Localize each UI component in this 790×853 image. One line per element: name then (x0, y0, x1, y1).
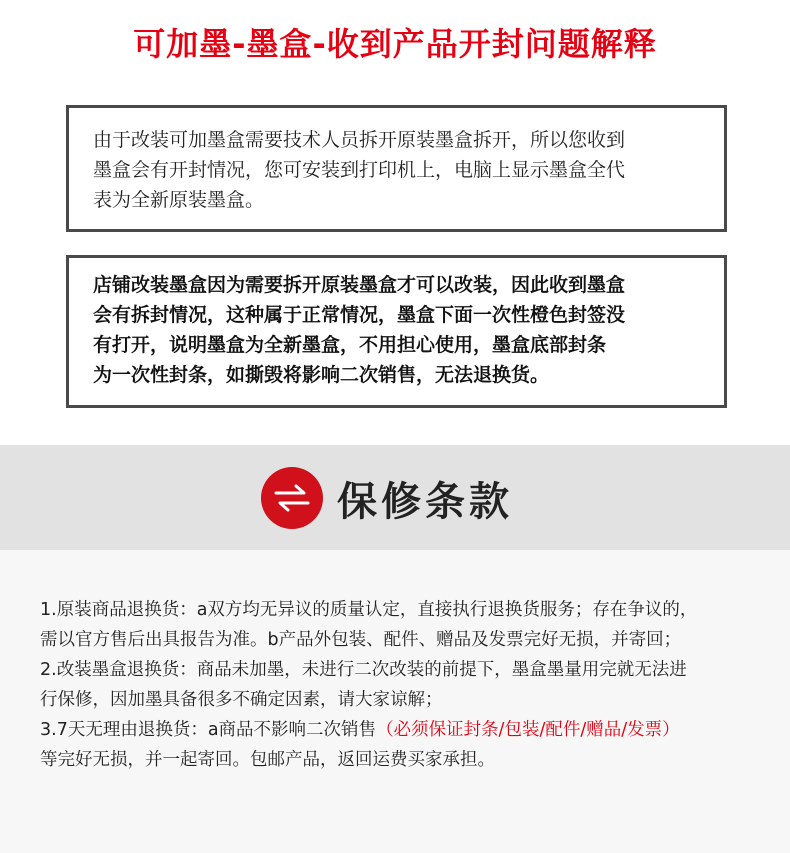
terms-line: 2.改装墨盒退换货：商品未加墨，未进行二次改装的前提下，墨盒墨量用完就无法进 (40, 660, 687, 680)
box1-line: 表为全新原装墨盒。 (93, 189, 265, 211)
terms-line (40, 715, 780, 745)
terms-text-segment: 3.7天无理由退换货：a商品不影响二次销售 (40, 720, 377, 740)
box2-line: 为一次性封条，如撕毁将影响二次销售，无法退换货。 (93, 364, 550, 386)
exchange-arrows-icon (261, 467, 323, 529)
terms-highlight: （必须保证封条/包装/配件/赠品/发票） (376, 720, 680, 740)
terms-line: 行保修，因加墨具备很多不确定因素，请大家谅解； (40, 690, 443, 710)
seal-explanation-box (66, 255, 727, 408)
terms-line: 等完好无损，并一起寄回。包邮产品，返回运费买家承担。 (40, 750, 495, 770)
page-title: 可加墨-墨盒-收到产品开封问题解释 (133, 25, 657, 63)
box2-line: 会有拆封情况，这种属于正常情况，墨盒下面一次性橙色封签没 (93, 304, 626, 326)
terms-line: 需以官方售后出具报告为准。b产品外包装、配件、赠品及发票完好无损，并寄回； (40, 630, 682, 650)
warranty-terms (0, 550, 790, 853)
box2-line: 店铺改装墨盒因为需要拆开原装墨盒才可以改装，因此收到墨盒 (93, 274, 626, 296)
opening-explanation-box (66, 105, 727, 232)
warranty-section-header (0, 445, 790, 550)
box1-line: 由于改装可加墨盒需要技术人员拆开原装墨盒拆开，所以您收到 (93, 129, 626, 151)
section-title: 保修条款 (337, 478, 513, 525)
terms-line: 1.原装商品退换货：a双方均无异议的质量认定，直接执行退换货服务；存在争议的， (40, 600, 698, 620)
box2-line: 有打开，说明墨盒为全新墨盒，不用担心使用，墨盒底部封条 (93, 334, 607, 356)
box1-line: 墨盒会有开封情况，您可安装到打印机上，电脑上显示墨盒全代 (93, 159, 626, 181)
